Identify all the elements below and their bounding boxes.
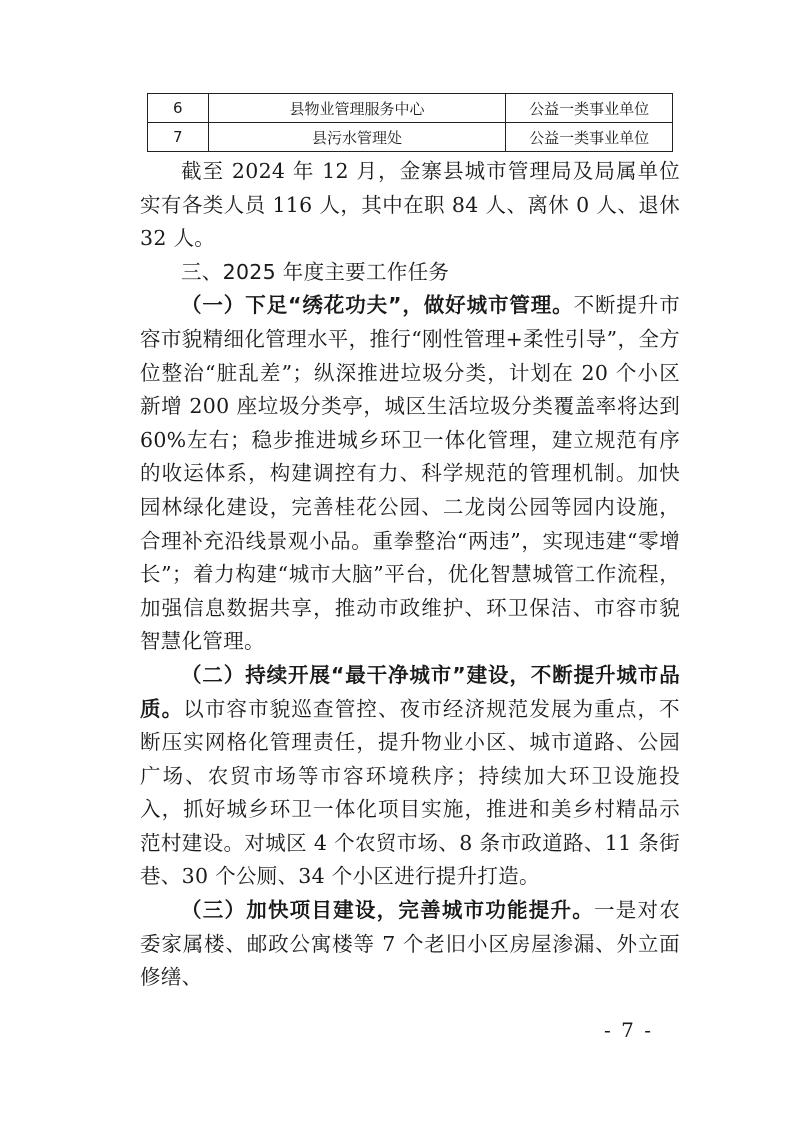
task-body-1: 不断提升市容市貌精细化管理水平，推行“刚性管理+柔性引导”，全方位整治“脏乱差”；纵深推进垃圾分类，计划在 20 个小区新增 200 座垃圾分类亭，城区生活垃圾分类覆盖率将达到 60%左右；稳步推进城乡环卫一体化管理，建立规范有序的收运体系，构建调控有力、科学规范的管理机制。加快园林绿化建设，完善桂花公园、二龙岗公园等园内设施，合理补充沿线景观小品。重拳整治“两违”，实现违建“零增长”；着力构建“城市大脑”平台，优化智慧城管工作流程，加强信息数据共享，推动市政维护、环卫保洁、市容市貌智慧化管理。	[140, 293, 681, 654]
unit-name-cell: 县物业管理服务中心	[208, 94, 506, 123]
task-body-3: 一是对农委家属楼、邮政公寓楼等 7 个老旧小区房屋渗漏、外立面修缮、	[140, 898, 680, 990]
task-paragraph-3	[140, 894, 680, 995]
section-heading: 三、2025 年度主要工作任务	[181, 259, 450, 284]
table-row	[148, 123, 673, 152]
unit-name-cell: 县污水管理处	[208, 123, 506, 152]
body-text	[140, 155, 680, 995]
page-number: - 7 -	[604, 1018, 653, 1042]
unit-type-cell: 公益一类事业单位	[506, 123, 673, 152]
task-body-2: 以市容市貌巡查管控、夜市经济规范发展为重点，不断压实网格化管理责任，提升物业小区、城市道路、公园广场、农贸市场等市容环境秩序；持续加大环卫设施投入，抓好城乡环卫一体化项目实施，推进和美乡村精品示范村建设。对城区 4 个农贸市场、8 条市政道路、11 条街巷、30 个公厕、34 个小区进行提升打造。	[140, 696, 680, 889]
task-lead-3: （三）加快项目建设，完善城市功能提升。	[181, 898, 594, 923]
staffing-paragraph: 截至 2024 年 12 月，金寨县城市管理局及局属单位实有各类人员 116 人，其中在职 84 人、离休 0 人、退休 32 人。	[140, 159, 680, 251]
table-row	[148, 94, 673, 123]
row-number-cell: 6	[148, 94, 209, 123]
task-paragraph-2	[140, 659, 680, 894]
unit-table	[147, 93, 673, 152]
unit-type-cell: 公益一类事业单位	[506, 94, 673, 123]
task-paragraph-1	[140, 289, 680, 659]
task-lead-2: （二）持续开展“最干净城市”建设，不断提升城市品质。	[140, 662, 680, 721]
task-lead-1: （一）下足“绣花功夫”，做好城市管理。	[181, 293, 574, 318]
row-number-cell: 7	[148, 123, 209, 152]
